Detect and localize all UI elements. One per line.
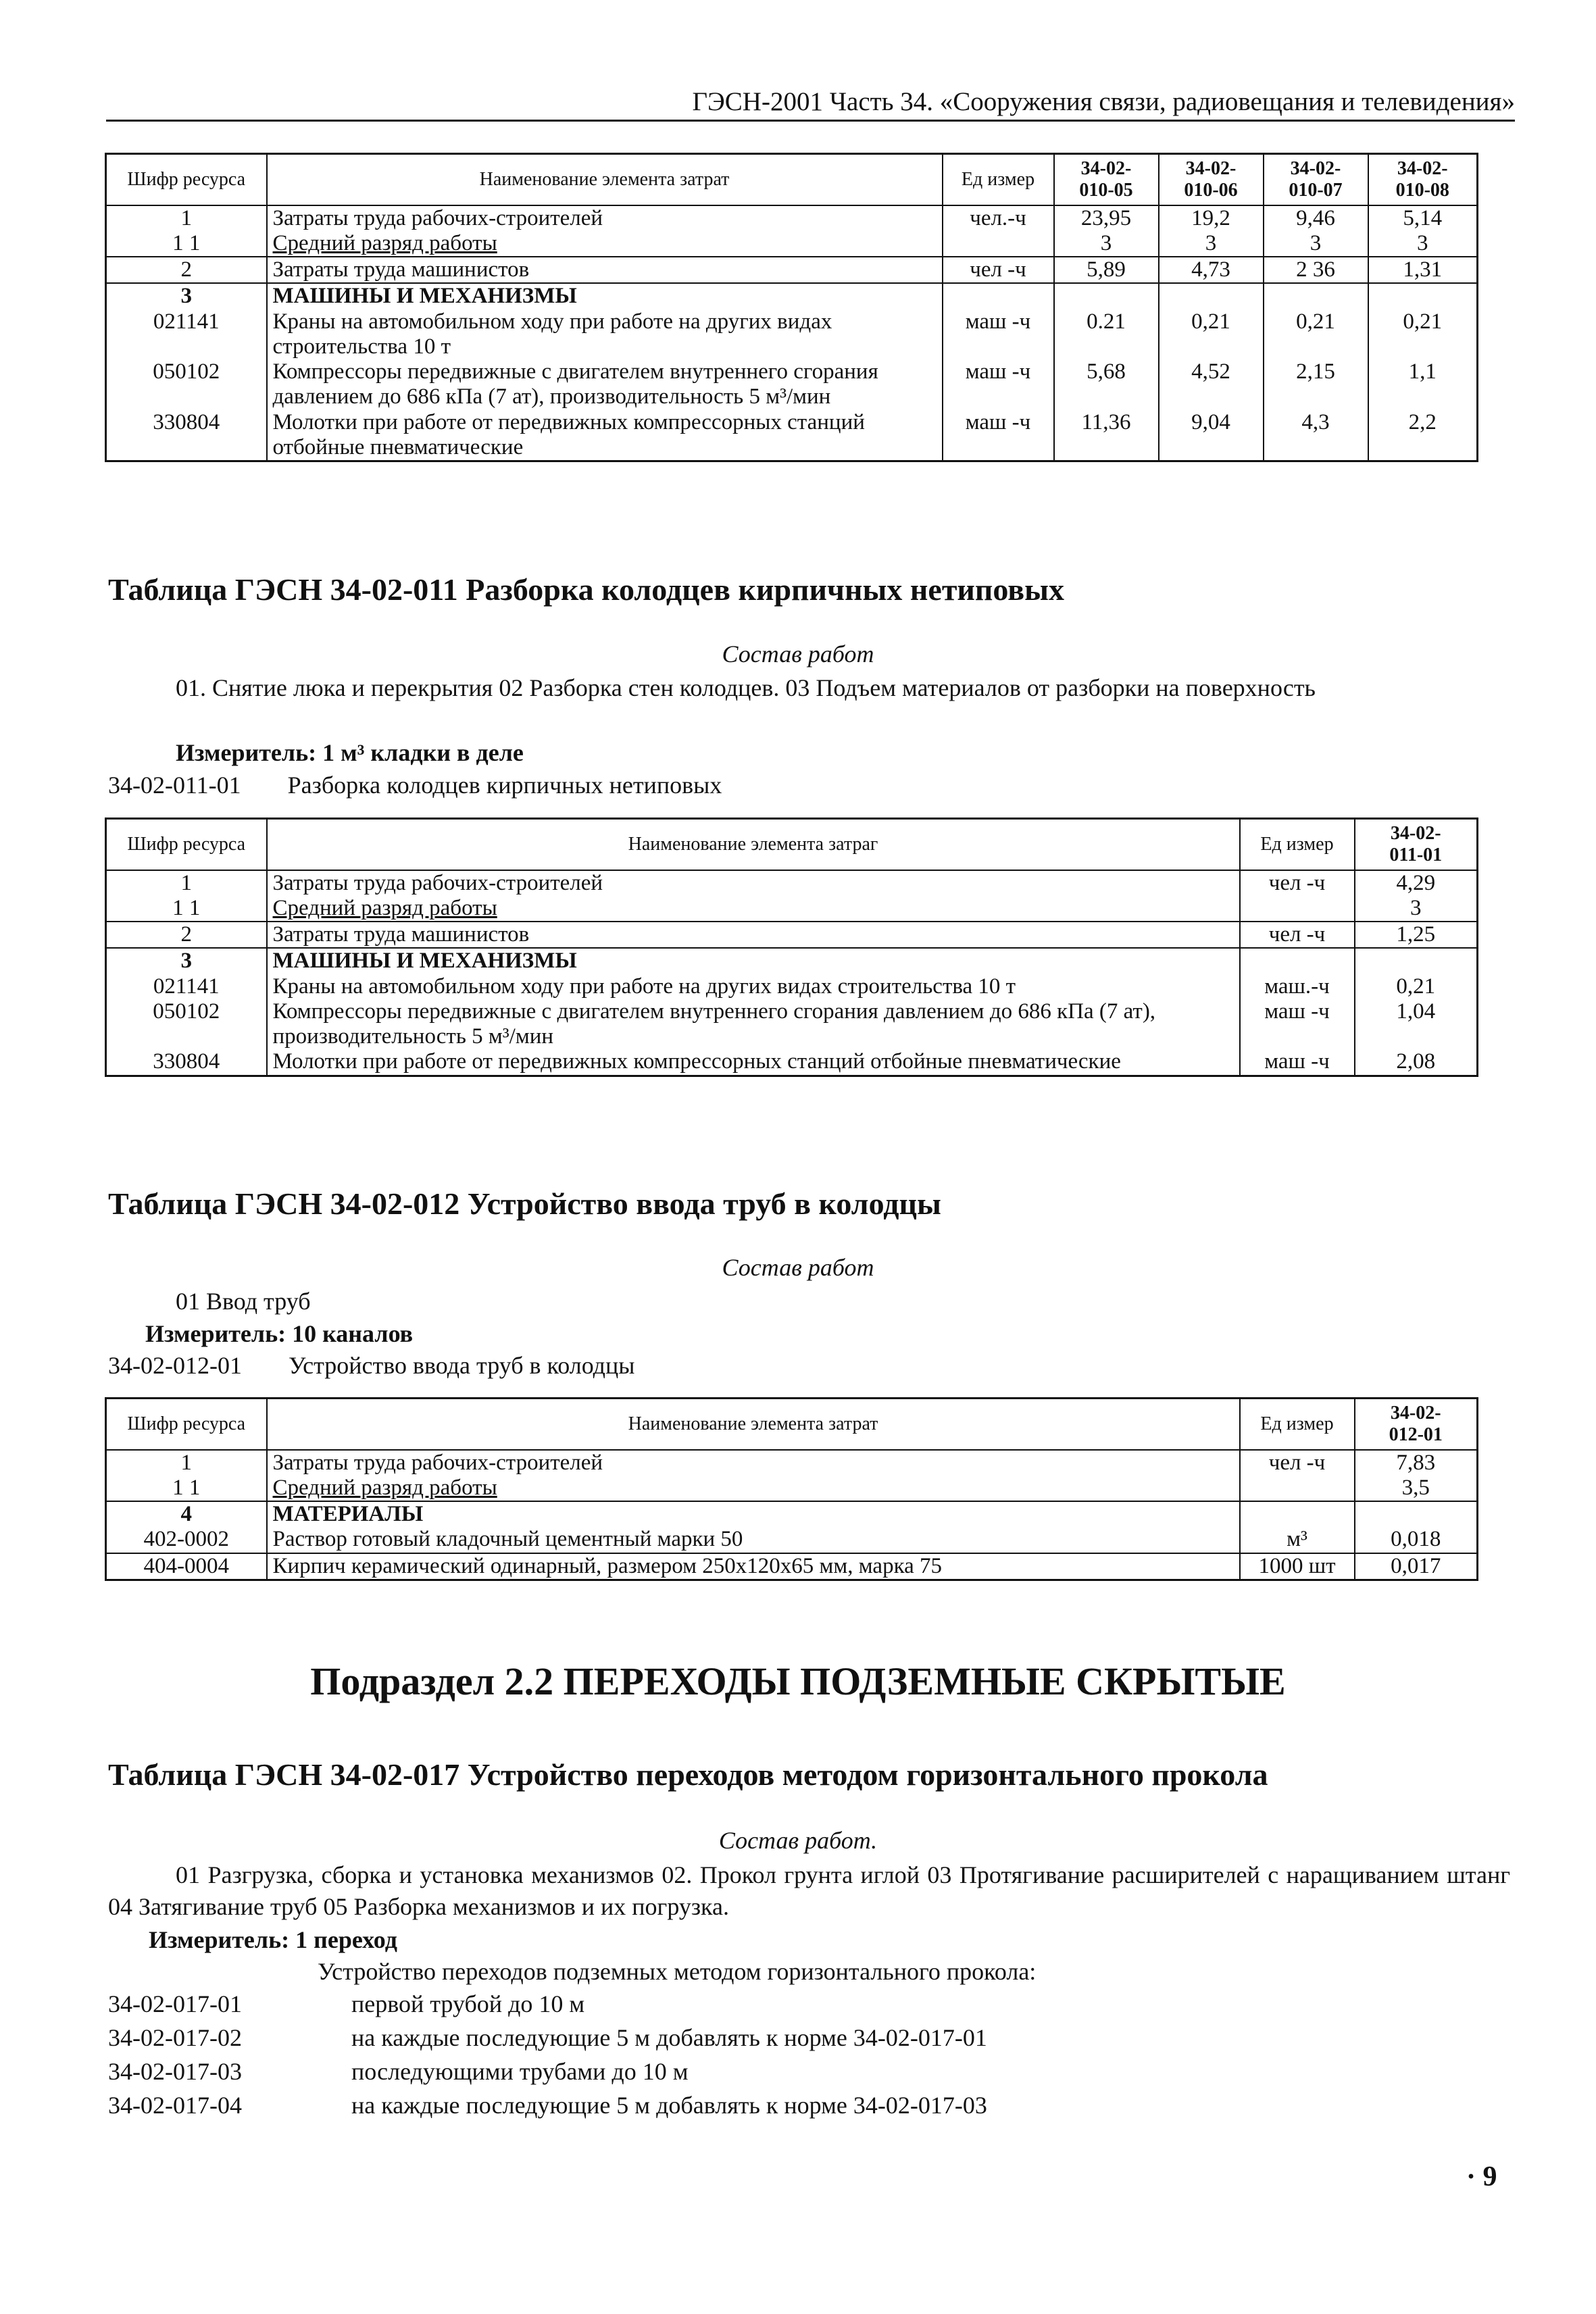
norms-intro: Устройство переходов подземных методом горизонтального прокола:: [318, 1958, 1037, 1985]
col-header-unit: Ед измер: [943, 154, 1054, 205]
meter-line: Измеритель: 10 каналов: [145, 1320, 414, 1347]
composition-heading: Состав работ: [722, 640, 874, 668]
table-row: 2 Затраты труда машинистов чел -ч 5,89 4,73 2 36 1,31: [106, 257, 1478, 283]
table-34-02-010: [105, 153, 1478, 462]
meter-line: Измеритель: 1 переход: [149, 1926, 397, 1953]
table-row: 1 1 Средний разряд работы 3,5: [106, 1476, 1478, 1501]
list-item-desc: первой трубой до 10 м: [351, 1990, 585, 2017]
table-row: 050102 Компрессоры передвижные с двигателем внутреннего сгорания давлением до 686 кПа (7 ат), производительность 5 м³/мин маш -ч 5,68 4,52 2,15 1,1: [106, 359, 1478, 410]
list-item-desc: на каждые последующие 5 м добавлять к норме 34-02-017-01: [351, 2024, 987, 2051]
table-row: 1 Затраты труда рабочих-строителей чел.-ч 23,95 19,2 9,46 5,14: [106, 205, 1478, 231]
page-number: · 9: [1466, 2161, 1497, 2192]
table-row: 3 МАШИНЫ И МЕХАНИЗМЫ: [106, 283, 1478, 309]
list-item: 34-02-017-02: [108, 2024, 242, 2051]
list-item: 34-02-017-04: [108, 2092, 242, 2119]
table-row: 050102 Компрессоры передвижные с двигателем внутреннего сгорания давлением до 686 кПа (7 ат), производительность 5 м³/мин маш -ч 1,04: [106, 999, 1478, 1050]
table-row: 330804 Молотки при работе от передвижных компрессорных станций отбойные пневматические маш -ч 11,36 9,04 4,3 2,2: [106, 410, 1478, 461]
list-item-desc: последующими трубами до 10 м: [351, 2058, 689, 2085]
table-row: 1 Затраты труда рабочих-строителей чел -ч 7,83: [106, 1450, 1478, 1476]
composition-text: 01 Ввод труб: [176, 1288, 311, 1315]
col-header-010-07: 34-02- 010-07: [1264, 154, 1368, 205]
table-row: 330804 Молотки при работе от передвижных компрессорных станций отбойные пневматические маш -ч 2,08: [106, 1049, 1478, 1076]
col-header-code: Шифр ресурса: [106, 154, 267, 205]
composition-heading: Состав работ.: [718, 1827, 878, 1854]
composition-text: 01. Снятие люка и перекрытия 02 Разборка стен колодцев. 03 Подъем материалов от разборки на поверхность: [176, 674, 1316, 701]
subsection-heading: Подраздел 2.2 ПЕРЕХОДЫ ПОДЗЕМНЫЕ СКРЫТЫЕ: [310, 1659, 1286, 1703]
meter-line: Измеритель: 1 м³ кладки в деле: [176, 739, 524, 766]
col-header-010-05: 34-02- 010-05: [1054, 154, 1159, 205]
table-row: 3 МАШИНЫ И МЕХАНИЗМЫ: [106, 948, 1478, 974]
norm-code-line: 34-02-012-01 Устройство ввода труб в колодцы: [108, 1352, 635, 1379]
list-item: 34-02-017-01: [108, 1990, 242, 2017]
table-row: 402-0002 Раствор готовый кладочный цементный марки 50 м³ 0,018: [106, 1527, 1478, 1553]
col-header-name: Наименование элемента затрат: [267, 154, 943, 205]
table-title-012: Таблица ГЭСН 34-02-012 Устройство ввода труб в колодцы: [108, 1186, 941, 1221]
composition-heading: Состав работ: [722, 1254, 874, 1281]
col-header-010-08: 34-02- 010-08: [1368, 154, 1478, 205]
table-row: 2 Затраты труда машинистов чел -ч 1,25: [106, 922, 1478, 948]
table-row: 1 1 Средний разряд работы 3: [106, 896, 1478, 922]
col-header-010-06: 34-02- 010-06: [1159, 154, 1264, 205]
table-row: 1 1 Средний разряд работы 3 3 3 3: [106, 231, 1478, 257]
table-title-017: Таблица ГЭСН 34-02-017 Устройство переходов методом горизонтального прокола: [108, 1757, 1268, 1792]
table-row: 404-0004 Кирпич керамический одинарный, размером 250x120x65 мм, марка 75 1000 шт 0,017: [106, 1553, 1478, 1580]
table-row: 1 Затраты труда рабочих-строителей чел -ч 4,29: [106, 870, 1478, 896]
running-header: ГЭСН-2001 Часть 34. «Сооружения связи, радиовещания и телевидения»: [106, 86, 1515, 122]
table-row: 021141 Краны на автомобильном ходу при работе на других видах строительства 10 т маш.-ч 0,21: [106, 974, 1478, 999]
composition-text: 01 Разгрузка, сборка и установка механизмов 02. Прокол грунта иглой 03 Протягивание расширителей с наращиванием штанг 04 Затягивание труб 05 Разборка механизмов и их погрузка.: [108, 1861, 1510, 1920]
norm-code-line: 34-02-011-01 Разборка колодцев кирпичных нетиповых: [108, 772, 722, 799]
list-item: 34-02-017-03: [108, 2058, 242, 2085]
table-row: 021141 Краны на автомобильном ходу при работе на других видах строительства 10 т маш -ч 0.21 0,21 0,21 0,21: [106, 309, 1478, 360]
table-row: 4 МАТЕРИАЛЫ: [106, 1501, 1478, 1527]
table-title-011: Таблица ГЭСН 34-02-011 Разборка колодцев кирпичных нетиповых: [108, 572, 1065, 607]
table-34-02-012: Шифр ресурса Наименование элемента затрат Ед измер 34-02- 012-01 1 Затраты труда рабочих-строителей чел -ч 7,83 1 1 Средний разряд работы 3,5 4 МАТЕРИАЛЫ 402-0002 Раствор готовый кладочный цементный марки 50 м³ 0,018 404-0004 Кирпич керамический одинарный, размером 250x120x65 мм, марка 75 1000 шт 0,017: [105, 1397, 1478, 1581]
list-item-desc: на каждые последующие 5 м добавлять к норме 34-02-017-03: [351, 2092, 987, 2119]
table-34-02-011: Шифр ресурса Наименование элемента затраг Ед измер 34-02- 011-01 1 Затраты труда рабочих-строителей чел -ч 4,29 1 1 Средний разряд работы 3 2 Затраты труда машинистов чел -ч 1,25 3 МАШИНЫ И МЕХАНИЗМЫ 021141 Краны на автомобильном ходу при работе на других видах строительства 10 т маш.-ч 0,21 050102 Компрессоры передвижные с двигателем внутреннего сгорания давлением до 686 кПа (7 ат), производительность 5 м³/мин маш -ч 1,04 330804 Молотки при работе от передвижных компрессорных станций отбойные пневматические маш -ч 2,08: [105, 818, 1478, 1077]
